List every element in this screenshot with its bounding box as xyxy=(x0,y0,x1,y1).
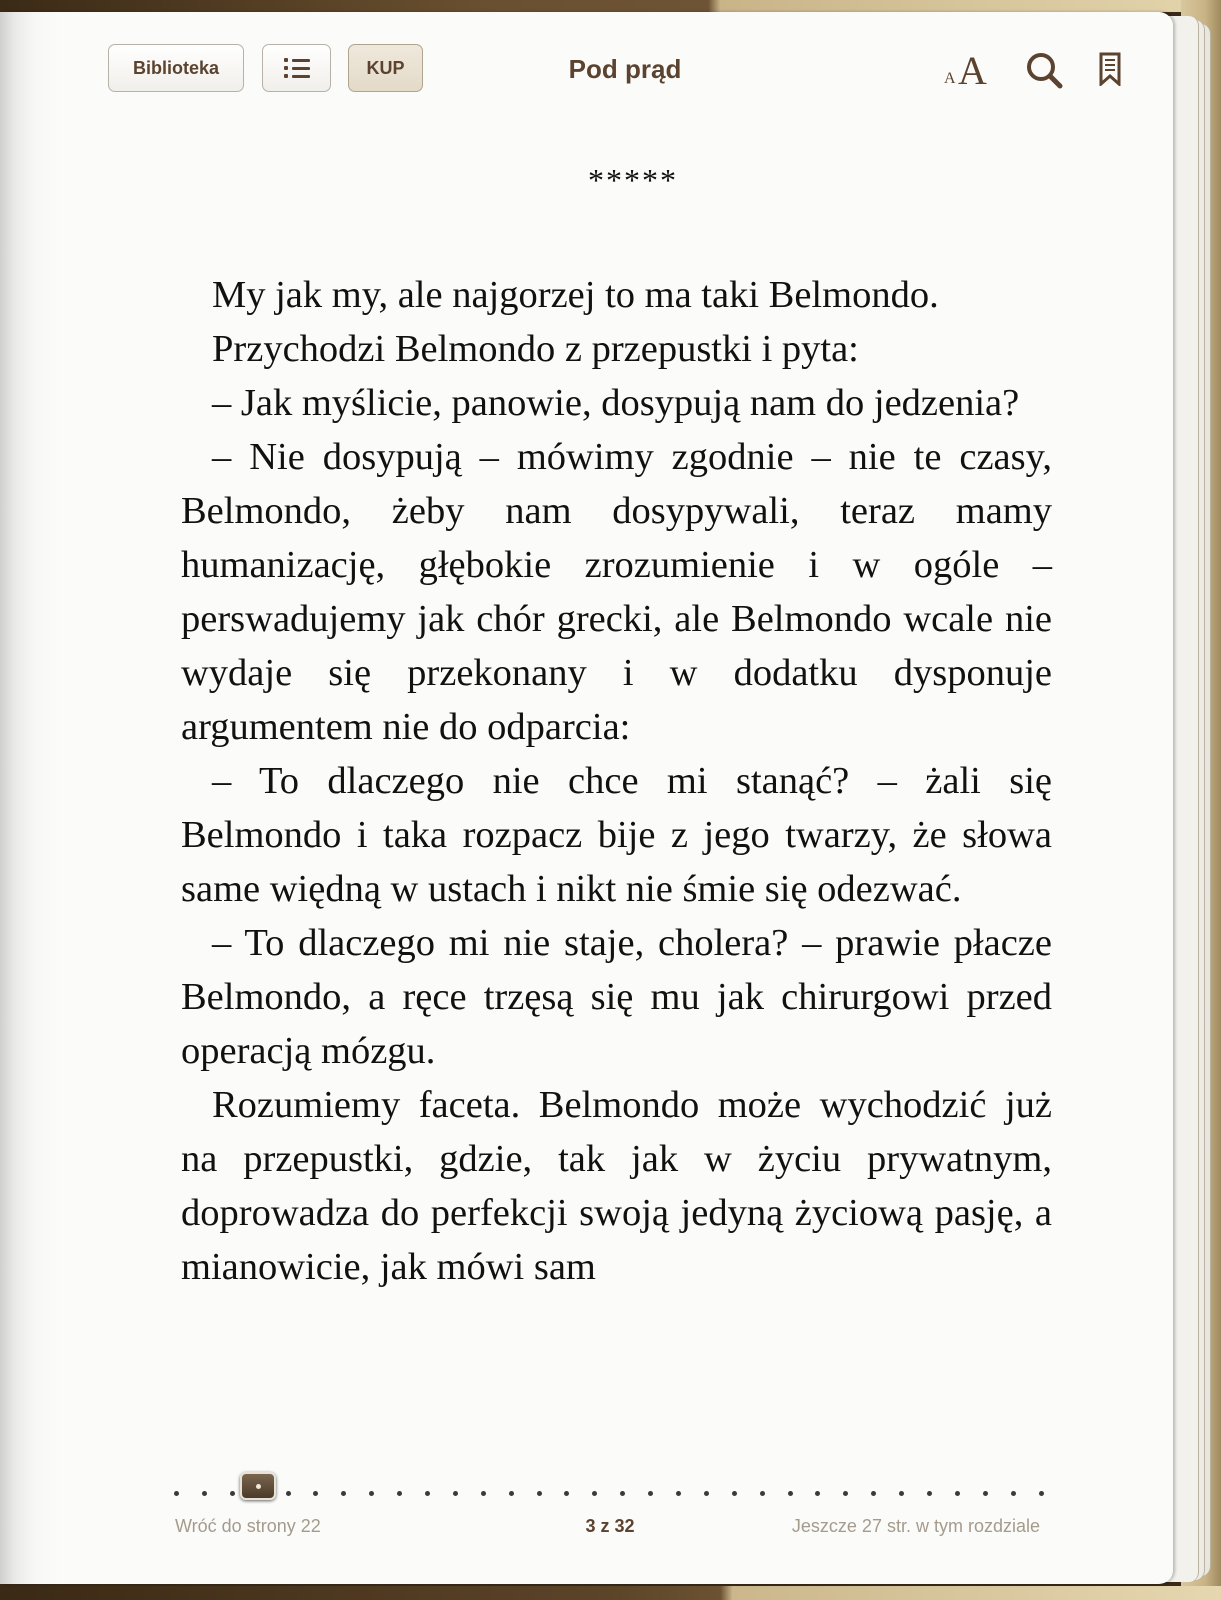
page-scrubber-dot xyxy=(871,1491,876,1496)
page-scrubber-dot xyxy=(537,1491,542,1496)
page-scrubber-dot xyxy=(425,1491,430,1496)
book-cover-top-edge xyxy=(0,0,1221,12)
bookmark-icon[interactable] xyxy=(1098,52,1122,86)
paragraph: – To dlaczego mi nie staje, cholera? – prawie płacze Belmondo, a ręce trzęsą się mu jak chirurgowi przed operacją mózgu. xyxy=(181,922,1052,1072)
page-scrubber-dot xyxy=(174,1491,179,1496)
page-scrubber-dot xyxy=(1039,1491,1044,1496)
page-scrubber-dot xyxy=(955,1491,960,1496)
book-cover-bottom-edge xyxy=(0,1586,1221,1600)
buy-button-label: KUP xyxy=(366,57,405,78)
page-scrubber-dot xyxy=(676,1491,681,1496)
paragraph: Rozumiemy faceta. Belmondo może wychodzić już na przepustki, gdzie, tak jak w życiu prywatnym, doprowadza do perfekcji swoją jedyną życiową pasję, a mianowicie, jak mówi sam xyxy=(181,1084,1052,1288)
page-scrubber-dot xyxy=(397,1491,402,1496)
font-size-icon[interactable]: A A xyxy=(944,48,987,93)
paragraph: – Jak myślicie, panowie, dosypują nam do jedzenia? xyxy=(212,382,1020,424)
paragraph: – To dlaczego nie chce mi stanąć? – żali się Belmondo i taka rozpacz bije z jego twarzy, że słowa same więdną w ustach i nikt nie śmie się odezwać. xyxy=(181,760,1052,910)
page-scrubber-dot xyxy=(732,1491,737,1496)
page-scrubber-dot xyxy=(202,1491,207,1496)
buy-button[interactable] xyxy=(348,44,423,92)
page-scrubber-dot xyxy=(564,1491,569,1496)
list-icon xyxy=(284,54,310,82)
page-scrubber-dot xyxy=(592,1491,597,1496)
page-scrubber-dot xyxy=(341,1491,346,1496)
library-button-label: Biblioteka xyxy=(132,57,220,78)
paragraph: Przychodzi Belmondo z przepustki i pyta: xyxy=(212,328,859,370)
chapter-pages-remaining: Jeszcze 27 str. w tym rozdziale xyxy=(791,1516,1040,1536)
page-scrubber-dot xyxy=(899,1491,904,1496)
page-scrubber-dot xyxy=(481,1491,486,1496)
page-scrubber-dot xyxy=(230,1491,235,1496)
page-scrubber-dot xyxy=(927,1491,932,1496)
page-scrubber-dot xyxy=(704,1491,709,1496)
page-scrubber-dot xyxy=(983,1491,988,1496)
page-scrubber-dot xyxy=(453,1491,458,1496)
book-text xyxy=(181,268,1052,1294)
page-scrubber-dot xyxy=(509,1491,514,1496)
page-scrubber-dot xyxy=(788,1491,793,1496)
page-scrubber-dot xyxy=(313,1491,318,1496)
paragraph: – Nie dosypują – mówimy zgodnie – nie te czasy, Belmondo, żeby nam dosypywali, teraz mamy humanizację, głębokie zrozumienie i w ogóle – perswadujemy jak chór grecki, ale Belmondo wcale nie wydaje się przekonany i w dodatku dysponuje argumentem nie do odparcia: xyxy=(181,436,1052,748)
library-button[interactable] xyxy=(108,44,244,92)
table-of-contents-button[interactable] xyxy=(262,44,331,92)
paragraph: My jak my, ale najgorzej to ma taki Belmondo. xyxy=(212,274,939,316)
page-scrubber-thumb[interactable] xyxy=(240,1472,276,1500)
section-separator: ***** xyxy=(588,162,678,198)
page-scrubber-dot xyxy=(815,1491,820,1496)
page-scrubber-dot xyxy=(843,1491,848,1496)
page-indicator: 3 z 32 xyxy=(585,1516,635,1536)
page-scrubber-dot xyxy=(1011,1491,1016,1496)
back-to-page-link[interactable]: Wróć do strony 22 xyxy=(175,1516,321,1536)
page-scrubber-dot xyxy=(648,1491,653,1496)
page-scrubber-dot xyxy=(369,1491,374,1496)
page-scrubber-dot xyxy=(620,1491,625,1496)
page-scrubber-dot xyxy=(286,1491,291,1496)
search-icon[interactable] xyxy=(1024,50,1064,90)
book-title: Pod prąd xyxy=(568,54,682,84)
page-scrubber-dot xyxy=(760,1491,765,1496)
page-scrubber[interactable] xyxy=(174,1476,1044,1510)
